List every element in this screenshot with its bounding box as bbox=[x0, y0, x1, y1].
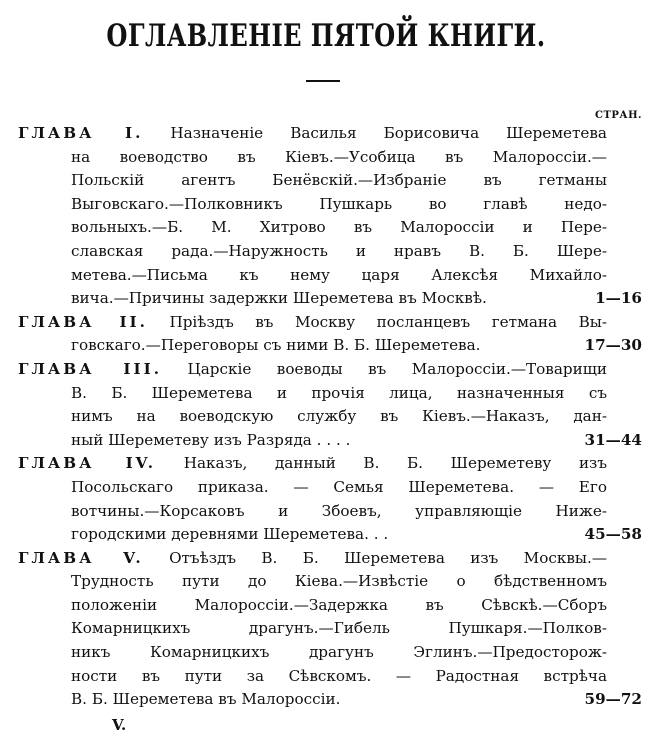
toc-line bbox=[18, 311, 607, 335]
toc-line bbox=[71, 594, 607, 618]
page-range: 31—44 bbox=[584, 430, 642, 449]
toc-line-text: славская рада.—Наружность и нравъ В. Б. Шере- bbox=[71, 241, 607, 260]
toc-line bbox=[71, 216, 607, 240]
toc-line-text: Посольскаго приказа. — Семья Шереметева. — Его bbox=[71, 477, 607, 496]
toc-line bbox=[71, 570, 607, 594]
toc-entry bbox=[18, 358, 642, 452]
toc-entry bbox=[18, 311, 642, 358]
toc-line-text: Наказъ, данный В. Б. Шереметеву изъ bbox=[183, 454, 608, 473]
table-of-contents bbox=[18, 122, 642, 712]
page-range: 59—72 bbox=[584, 690, 642, 709]
chapter-label: ГЛАВА I. bbox=[18, 124, 144, 142]
toc-entry bbox=[18, 547, 642, 712]
page-range: 1—16 bbox=[595, 289, 642, 308]
toc-line-text: Выговскаго.—Полковникъ Пушкарь во главѣ недо- bbox=[71, 194, 607, 213]
toc-line-text: на воеводство въ Кіевъ.—Усобица въ Малороссіи.— bbox=[71, 147, 607, 166]
toc-line-text: Царскіе воеводы въ Малороссіи.—Товарищи bbox=[187, 359, 607, 378]
toc-line bbox=[71, 240, 607, 264]
toc-line-text: В. Б. Шереметева въ Малороссіи. bbox=[71, 690, 341, 709]
toc-line-text: Назначеніе Василья Борисовича Шереметева bbox=[170, 124, 607, 142]
toc-line-text: городскими деревнями Шереметева. . . bbox=[71, 525, 389, 544]
toc-entry-text bbox=[18, 452, 607, 546]
toc-line-text: ности въ пути за Сѣвскомъ. — Радостная встрѣча bbox=[71, 666, 607, 685]
chapter-label: ГЛАВА III. bbox=[18, 359, 163, 378]
toc-line-text: вотчины.—Корсаковъ и Збоевъ, управляющіе Нижe- bbox=[71, 501, 607, 520]
toc-line-text: Отъѣздъ В. Б. Шереметева изъ Москвы.— bbox=[169, 548, 608, 567]
toc-line-text: вольныхъ.—Б. М. Хитрово въ Малороссіи и Пере- bbox=[71, 218, 607, 237]
toc-line bbox=[71, 641, 607, 665]
toc-line bbox=[71, 169, 607, 193]
signature-mark: V. bbox=[112, 716, 127, 734]
toc-line bbox=[71, 523, 607, 547]
toc-line-text: нимъ на воеводскую службу въ Кіевъ.—Наказъ, дан- bbox=[71, 407, 607, 426]
toc-line-text: говскаго.—Переговоры съ ними В. Б. Шереметева. bbox=[71, 336, 481, 355]
toc-line bbox=[71, 146, 607, 170]
toc-line bbox=[18, 358, 607, 382]
page-range: 45—58 bbox=[584, 525, 642, 544]
toc-line-text: вича.—Причины задержки Шереметева въ Москвѣ. bbox=[71, 289, 487, 308]
chapter-label: ГЛАВА IV. bbox=[18, 454, 157, 473]
chapter-label: ГЛАВА V. bbox=[18, 548, 144, 567]
toc-line bbox=[71, 617, 607, 641]
toc-entry-text bbox=[18, 311, 607, 358]
toc-entry-text bbox=[18, 358, 607, 452]
toc-entry-text bbox=[18, 122, 607, 311]
page-range: 17—30 bbox=[584, 336, 642, 355]
toc-line-text: Польскій агентъ Бенёвскій.—Избраніе въ гетманы bbox=[71, 171, 607, 190]
toc-line bbox=[18, 452, 607, 476]
toc-line-text: ный Шереметеву изъ Разряда . . . . bbox=[71, 430, 351, 449]
page-title: ОГЛАВЛЕНІЕ ПЯТОЙ КНИГИ. bbox=[106, 18, 546, 54]
toc-line-text: метева.—Письма къ нему царя Алексѣя Михайло- bbox=[71, 265, 607, 284]
toc-entry bbox=[18, 122, 642, 311]
toc-line-text: Комарницкихъ драгунъ.—Гибель Пушкаря.—Полков- bbox=[71, 619, 607, 638]
title-divider bbox=[306, 80, 340, 82]
toc-line bbox=[18, 122, 607, 146]
toc-line bbox=[71, 665, 607, 689]
toc-line-text: Пріѣздъ въ Москву посланцевъ гетмана Вы- bbox=[169, 312, 607, 331]
toc-line bbox=[71, 382, 607, 406]
toc-line bbox=[71, 688, 607, 712]
toc-line-text: положеніи Малороссіи.—Задержка въ Сѣвскѣ.—Сборъ bbox=[71, 595, 607, 614]
toc-line-text: Трудность пути до Кіева.—Извѣстіе о бѣдственномъ bbox=[71, 572, 607, 591]
toc-line-text: В. Б. Шереметева и прочія лица, назначенныя съ bbox=[71, 383, 607, 402]
toc-line bbox=[71, 264, 607, 288]
toc-line bbox=[71, 476, 607, 500]
toc-entry bbox=[18, 452, 642, 546]
toc-line-text: никъ Комарницкихъ драгунъ Эглинъ.—Предосторож- bbox=[71, 643, 607, 662]
pages-column-header: СТРАН. bbox=[595, 110, 642, 121]
toc-line bbox=[71, 429, 607, 453]
toc-line bbox=[71, 405, 607, 429]
toc-entry-text bbox=[18, 547, 607, 712]
toc-line bbox=[71, 287, 607, 311]
toc-line bbox=[18, 547, 607, 571]
toc-line bbox=[71, 500, 607, 524]
toc-line bbox=[71, 193, 607, 217]
chapter-label: ГЛАВА II. bbox=[18, 312, 148, 331]
toc-line bbox=[71, 334, 607, 358]
